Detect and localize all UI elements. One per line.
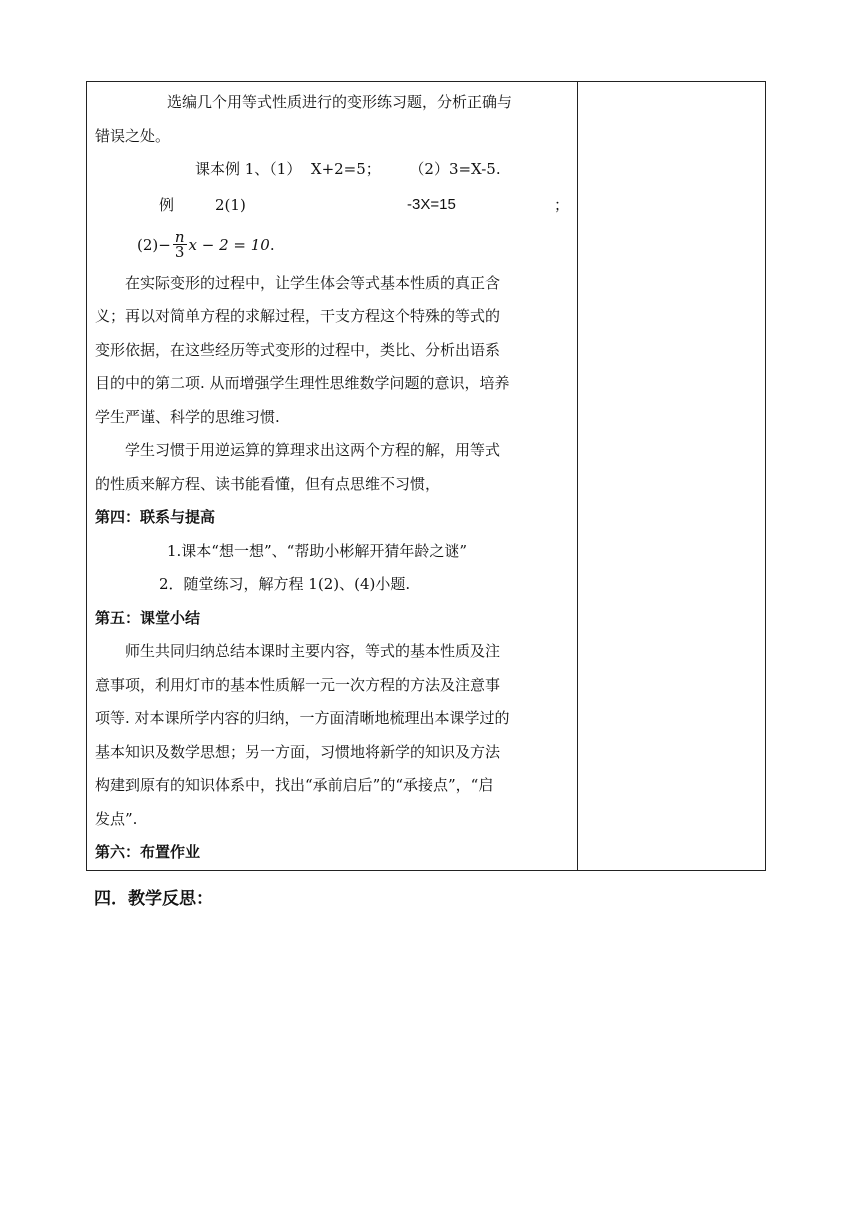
item-4-1: 1.课本“想一想”、“帮助小彬解开猜年龄之谜” <box>167 541 467 560</box>
para2-line-2: 的性质来解方程、读书能看懂，但有点思维不习惯， <box>95 474 441 493</box>
formula-numerator: n <box>174 228 185 246</box>
heading-6: 第六：布置作业 <box>95 843 201 861</box>
para1-line-1: 在实际变形的过程中，让学生体会等式基本性质的真正含 <box>125 273 501 292</box>
para3-line-1: 师生共同归纳总结本课时主要内容，等式的基本性质及注 <box>125 642 501 660</box>
para2-line-1: 学生习惯于用逆运算的算理求出这两个方程的解，用等式 <box>125 441 501 459</box>
item-4-2: 2．随堂练习，解方程 1(2)、(4)小题. <box>159 575 411 593</box>
para3-line-2: 意事项，利用灯市的基本性质解一元一次方程的方法及注意事 <box>95 675 501 694</box>
example-2-label: 例 <box>159 195 175 214</box>
main-cell <box>87 82 578 871</box>
para3-line-6: 发点”. <box>95 809 138 828</box>
example-2-sep: ； <box>553 195 569 214</box>
para1-line-3: 变形依据，在这些经历等式变形的过程中，类比、分析出语系 <box>95 340 501 359</box>
formula-fraction <box>173 230 187 259</box>
intro-line-1: 选编几个用等式性质进行的变形练习题，分析正确与 <box>167 93 513 111</box>
lesson-table <box>86 81 766 871</box>
para3-line-4: 基本知识及数学思想；另一方面，习惯地将新学的知识及方法 <box>95 742 501 761</box>
example-2-part: 2(1) <box>215 195 246 214</box>
para3-line-3: 项等. 对本课所学内容的归纳，一方面清晰地梳理出本课学过的 <box>95 709 510 727</box>
para1-line-5: 学生严谨、科学的思维习惯. <box>95 407 280 426</box>
heading-4: 第四：联系与提高 <box>95 508 216 526</box>
example-2 <box>95 187 569 223</box>
intro-line-2: 错误之处。 <box>95 126 171 145</box>
formula-denominator: 3 <box>174 243 185 261</box>
para3-line-5: 构建到原有的知识体系中，找出“承前启后”的“承接点”，“启 <box>95 776 494 794</box>
para1-line-4: 目的中的第二项. 从而增强学生理性思维数学问题的意识，培养 <box>95 374 510 392</box>
formula-minus: − <box>158 235 171 254</box>
reflection-heading: 四．教学反思： <box>94 889 213 909</box>
para1-line-2: 义；再以对简单方程的求解过程，干支方程这个特殊的等式的 <box>95 307 501 325</box>
example-1: 课本例 1、（1） X+2=5； （2）3=X-5. <box>195 160 501 178</box>
example-2-equation: -3X=15 <box>407 195 456 213</box>
formula <box>95 223 569 267</box>
formula-rest: x − 2 = 10 <box>188 235 270 254</box>
side-cell <box>578 82 766 871</box>
heading-5: 第五：课堂小结 <box>95 608 201 627</box>
formula-prefix: (2) <box>137 235 159 254</box>
formula-end: . <box>269 235 275 254</box>
